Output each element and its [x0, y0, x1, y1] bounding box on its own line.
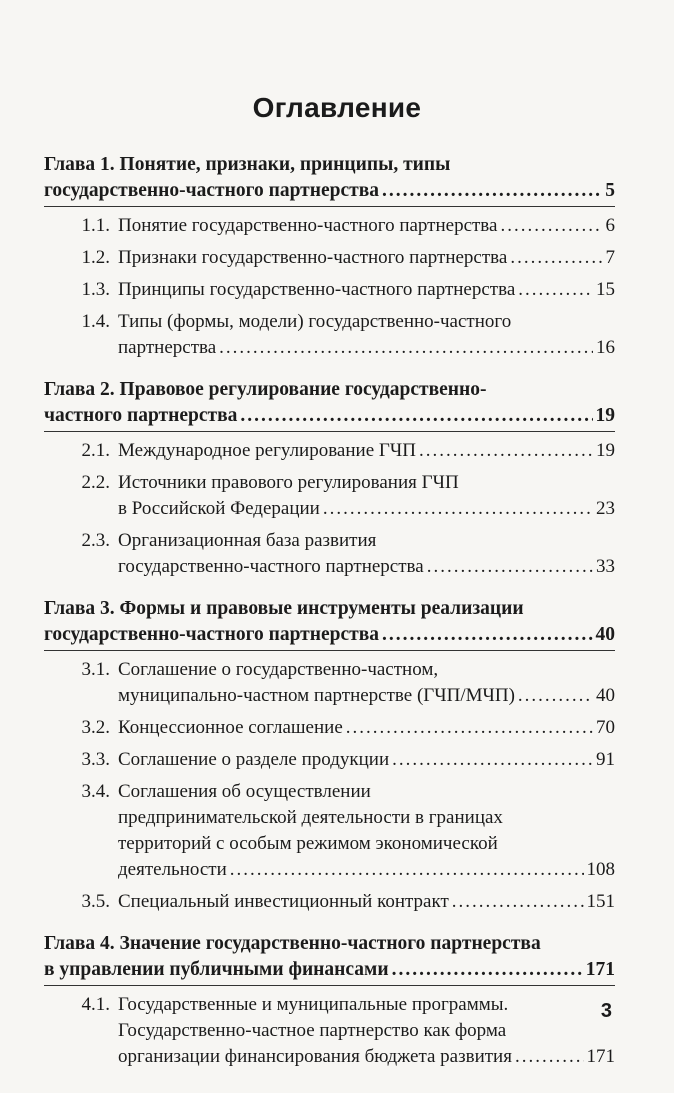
section-line-text: Источники правового регулирования ГЧП	[118, 472, 459, 493]
section-number: 3.2.	[81, 717, 110, 738]
chapter-line-text: Глава 3. Формы и правовые инструменты реализации	[44, 598, 524, 619]
section-number: 3.5.	[81, 891, 110, 912]
chapter-line-text: государственно-частного партнерства	[44, 180, 379, 201]
page-ref: 6	[605, 215, 615, 236]
section-line-text: Принципы государственно-частного партнерства	[118, 279, 516, 300]
dot-leader	[510, 245, 602, 271]
section-body	[118, 309, 615, 361]
section-line	[118, 470, 615, 496]
section-body	[118, 470, 615, 522]
page-ref: 23	[596, 498, 615, 519]
toc-section[interactable]	[44, 779, 615, 883]
page-ref: 108	[586, 859, 615, 880]
section-line-text: деятельности	[118, 859, 227, 880]
section-line	[118, 715, 615, 741]
dot-leader	[392, 957, 583, 983]
toc-section[interactable]	[44, 277, 615, 303]
chapter-line	[44, 403, 615, 429]
toc-section[interactable]	[44, 657, 615, 709]
toc-section[interactable]	[44, 438, 615, 464]
chapter-line	[44, 596, 615, 622]
page-ref: 15	[596, 279, 615, 300]
section-line-text: Соглашения об осуществлении	[118, 781, 371, 802]
dot-leader	[427, 554, 593, 580]
chapter-line-text: частного партнерства	[44, 405, 238, 426]
toc-chapter	[44, 596, 615, 915]
page-ref: 5	[605, 180, 615, 201]
page-ref: 7	[605, 247, 615, 268]
toc-chapter	[44, 152, 615, 361]
section-body	[118, 992, 615, 1070]
section-line-text: территорий с особым режимом экономической	[118, 833, 498, 854]
section-line	[118, 496, 615, 522]
section-line-text: Соглашение о разделе продукции	[118, 749, 390, 770]
section-line-text: государственно-частного партнерства	[118, 556, 424, 577]
section-line-text: Специальный инвестиционный контракт	[118, 891, 449, 912]
section-number: 2.1.	[81, 440, 110, 461]
section-line-text: организации финансирования бюджета развития	[118, 1046, 512, 1067]
section-body	[118, 889, 615, 915]
section-line	[118, 528, 615, 554]
section-line	[118, 213, 615, 239]
section-line	[118, 857, 615, 883]
page-ref: 151	[586, 891, 615, 912]
page-title: Оглавление	[252, 92, 422, 123]
chapter-line	[44, 622, 615, 648]
section-line	[118, 309, 615, 335]
chapter-line-text: государственно-частного партнерства	[44, 624, 379, 645]
toc-section[interactable]	[44, 470, 615, 522]
dot-leader	[518, 277, 593, 303]
page-ref: 91	[596, 749, 615, 770]
toc-chapter	[44, 931, 615, 1070]
dot-leader	[382, 622, 593, 648]
chapter-line	[44, 152, 615, 178]
section-line-text: Международное регулирование ГЧП	[118, 440, 416, 461]
dot-leader	[323, 496, 593, 522]
chapter-heading[interactable]	[44, 596, 615, 651]
dot-leader	[515, 1044, 584, 1070]
page-ref: 16	[596, 337, 615, 358]
section-number: 3.1.	[81, 659, 110, 680]
section-line-text: Признаки государственно-частного партнерства	[118, 247, 508, 268]
toc-section[interactable]	[44, 889, 615, 915]
section-body	[118, 438, 615, 464]
toc-section[interactable]	[44, 528, 615, 580]
section-line-text: Государственные и муниципальные программы.	[118, 994, 509, 1015]
section-number: 1.2.	[81, 247, 110, 268]
section-line-text: Организационная база развития	[118, 530, 377, 551]
toc-section[interactable]	[44, 213, 615, 239]
chapter-line-text: Глава 2. Правовое регулирование государственно-	[44, 379, 487, 400]
dot-leader	[346, 715, 593, 741]
section-line-text: муниципально-частном партнерстве (ГЧП/МЧП)	[118, 685, 515, 706]
dot-leader	[219, 335, 593, 361]
dot-leader	[419, 438, 593, 464]
section-number: 4.1.	[81, 994, 110, 1015]
page-ref: 171	[585, 959, 615, 980]
page-ref: 33	[596, 556, 615, 577]
section-line-text: Соглашение о государственно-частном,	[118, 659, 439, 680]
chapter-line-text: Глава 1. Понятие, признаки, принципы, типы	[44, 154, 451, 175]
chapter-heading[interactable]	[44, 152, 615, 207]
section-number: 1.1.	[81, 215, 110, 236]
toc-section[interactable]	[44, 245, 615, 271]
section-line-text: Типы (формы, модели) государственно-частного	[118, 311, 512, 332]
page-number: 3	[600, 1000, 612, 1022]
section-line	[118, 245, 615, 271]
chapter-line	[44, 377, 615, 403]
chapter-heading[interactable]	[44, 377, 615, 432]
page-ref: 70	[596, 717, 615, 738]
table-of-contents	[44, 152, 615, 1086]
section-line-text: Государственно-частное партнерство как форма	[118, 1020, 507, 1041]
section-line-text: в Российской Федерации	[118, 498, 320, 519]
toc-section[interactable]	[44, 747, 615, 773]
dot-leader	[452, 889, 584, 915]
page-ref: 19	[595, 405, 615, 426]
section-line	[118, 1018, 615, 1044]
page-ref: 19	[596, 440, 615, 461]
page-ref: 40	[595, 624, 615, 645]
section-line-text: партнерства	[118, 337, 217, 358]
section-number: 1.3.	[81, 279, 110, 300]
chapter-line	[44, 178, 615, 204]
section-line	[118, 992, 615, 1018]
toc-section[interactable]	[44, 309, 615, 361]
section-body	[118, 779, 615, 883]
section-body	[118, 747, 615, 773]
section-body	[118, 657, 615, 709]
section-line	[118, 805, 615, 831]
section-number: 2.3.	[81, 530, 110, 551]
chapter-line	[44, 931, 615, 957]
dot-leader	[240, 403, 592, 429]
section-line	[118, 889, 615, 915]
chapter-line	[44, 957, 615, 983]
section-body	[118, 715, 615, 741]
section-line	[118, 747, 615, 773]
section-line	[118, 335, 615, 361]
section-line-text: предпринимательской деятельности в границах	[118, 807, 503, 828]
section-line-text: Концессионное соглашение	[118, 717, 343, 738]
toc-section[interactable]	[44, 992, 615, 1070]
section-line	[118, 831, 615, 857]
section-line	[118, 1044, 615, 1070]
section-number: 1.4.	[81, 311, 110, 332]
section-number: 2.2.	[81, 472, 110, 493]
section-line	[118, 277, 615, 303]
section-line	[118, 657, 615, 683]
section-line	[118, 438, 615, 464]
dot-leader	[230, 857, 584, 883]
section-body	[118, 277, 615, 303]
toc-section[interactable]	[44, 715, 615, 741]
dot-leader	[382, 178, 602, 204]
toc-chapter	[44, 377, 615, 580]
section-line	[118, 554, 615, 580]
section-line-text: Понятие государственно-частного партнерства	[118, 215, 498, 236]
page-ref: 40	[596, 685, 615, 706]
section-line	[118, 683, 615, 709]
section-line	[118, 779, 615, 805]
chapter-heading[interactable]	[44, 931, 615, 986]
section-number: 3.3.	[81, 749, 110, 770]
dot-leader	[500, 213, 602, 239]
section-body	[118, 213, 615, 239]
chapter-line-text: в управлении публичными финансами	[44, 959, 389, 980]
chapter-line-text: Глава 4. Значение государственно-частного партнерства	[44, 933, 541, 954]
section-body	[118, 528, 615, 580]
dot-leader	[392, 747, 593, 773]
dot-leader	[518, 683, 593, 709]
page-ref: 171	[586, 1046, 615, 1067]
section-number: 3.4.	[81, 781, 110, 802]
section-body	[118, 245, 615, 271]
